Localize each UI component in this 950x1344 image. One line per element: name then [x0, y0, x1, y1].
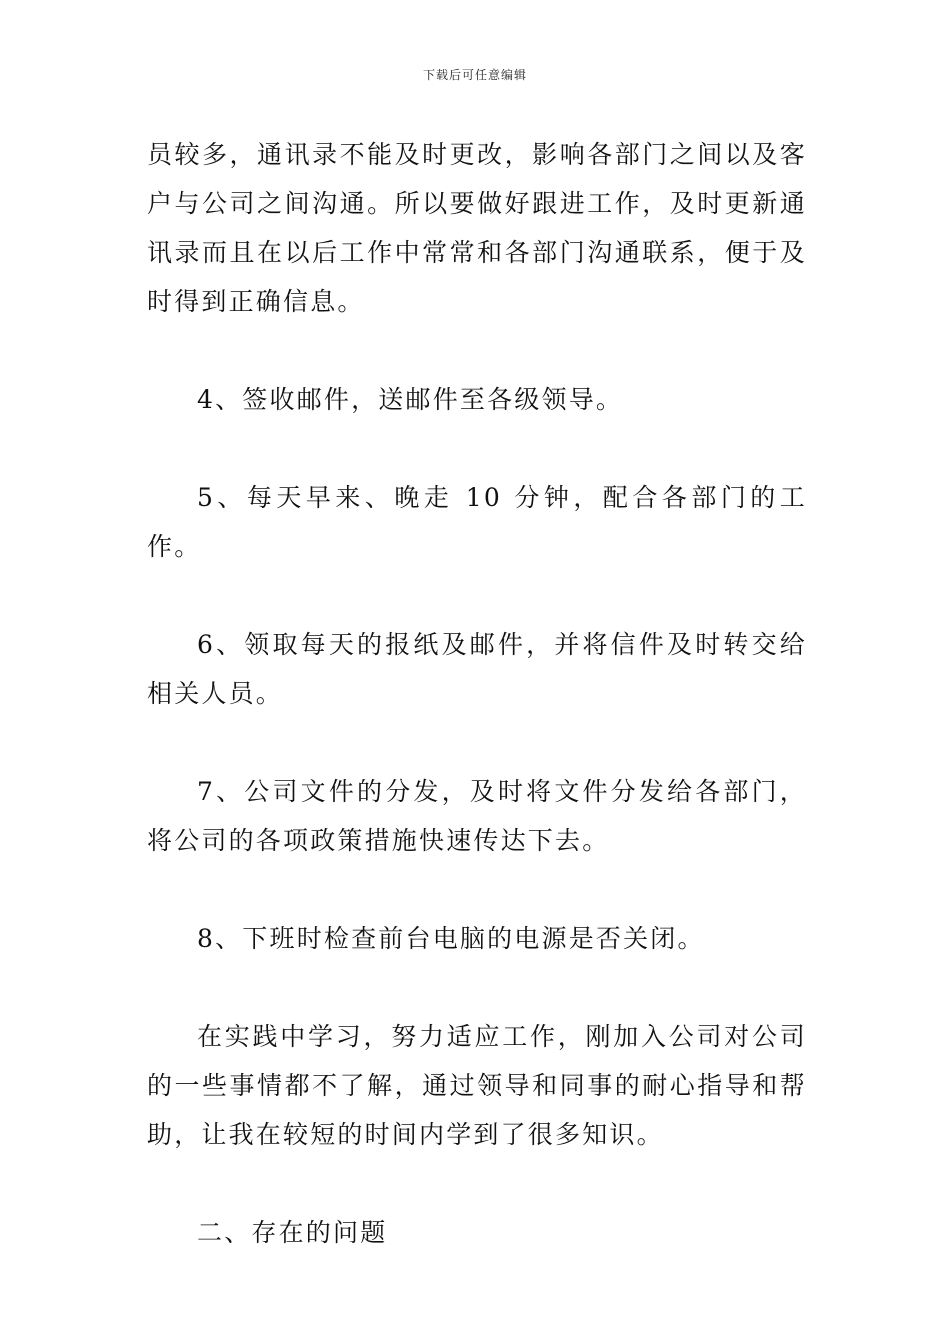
page-header: 下载后可任意编辑 — [422, 68, 527, 82]
list-item-7: 7、公司文件的分发，及时将文件分发给各部门，将公司的各项政策措施快速传达下去。 — [147, 777, 807, 855]
list-item-5: 5、每天早来、晚走 10 分钟，配合各部门的工作。 — [147, 483, 807, 561]
list-item-4: 4、签收邮件，送邮件至各级领导。 — [197, 385, 624, 414]
section-heading-problems: 二、存在的问题 — [197, 1218, 388, 1247]
document-body — [147, 130, 807, 1306]
paragraph-continuation: 员较多，通讯录不能及时更改，影响各部门之间以及客户与公司之间沟通。所以要做好跟进工作，及时更新通讯录而且在以后工作中常常和各部门沟通联系，便于及时得到正确信息。 — [147, 140, 807, 316]
paragraph-practice: 在实践中学习，努力适应工作，刚加入公司对公司的一些事情都不了解，通过领导和同事的耐心指导和帮助，让我在较短的时间内学到了很多知识。 — [147, 1022, 807, 1149]
list-item-6: 6、领取每天的报纸及邮件，并将信件及时转交给相关人员。 — [147, 630, 807, 708]
list-item-8: 8、下班时检查前台电脑的电源是否关闭。 — [197, 924, 705, 953]
